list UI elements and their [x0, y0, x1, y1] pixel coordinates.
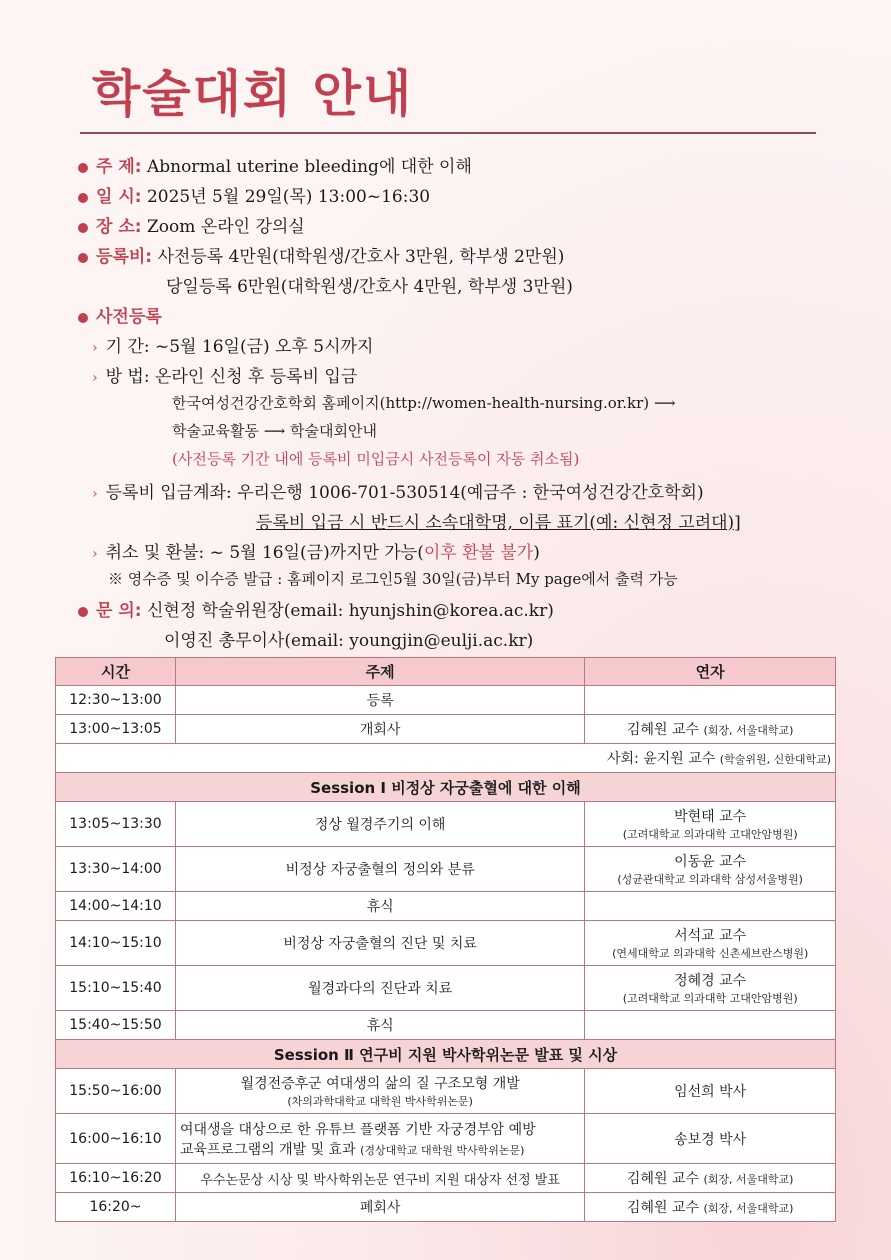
- topic-title: 여대생을 대상으로 한 유튜브 플랫폼 기반 자궁경부암 예방: [179, 1121, 536, 1138]
- time-cell: 14:10~15:10: [56, 921, 176, 966]
- contact-label: 문 의:: [96, 601, 142, 621]
- speaker-cell: [585, 802, 836, 847]
- prereg-label: 사전등록: [96, 307, 162, 327]
- account-note: 등록비 입금 시 반드시 소속대학명, 이름 표기(예: 신현정 고려대)]: [256, 513, 741, 533]
- table-row: [56, 715, 836, 744]
- topic-value: Abnormal uterine bleeding에 대한 이해: [146, 157, 472, 177]
- refund-warning: 이후 환불 불가: [423, 543, 534, 563]
- speaker-name: 이동윤 교수: [674, 854, 747, 870]
- time-cell: 15:10~15:40: [56, 966, 176, 1011]
- bullet-icon: [78, 607, 88, 617]
- period-label: 기 간:: [105, 337, 150, 357]
- bullet-icon: [78, 253, 88, 263]
- topic-cell: 비정상 자궁출혈의 정의와 분류: [175, 847, 584, 892]
- bullet-icon: [78, 313, 88, 323]
- bullet-icon: [78, 223, 88, 233]
- date-row: [78, 182, 430, 207]
- speaker-affiliation: (고려대학교 의과대학 고대안암병원): [622, 828, 798, 841]
- bullet-icon: [78, 163, 88, 173]
- moderator-cell: [56, 744, 836, 773]
- topic-cell: [175, 1114, 584, 1164]
- topic-label: 주 제:: [96, 157, 142, 177]
- speaker-affiliation: (회장, 서울대학교): [703, 1173, 794, 1186]
- table-row: [56, 1011, 836, 1040]
- table-row: [56, 802, 836, 847]
- period-row: [92, 332, 373, 357]
- fee-line1: 사전등록 4만원(대학원생/간호사 3만원, 학부생 2만원): [157, 247, 565, 267]
- speaker-cell: [585, 921, 836, 966]
- chevron-right-icon: ›: [92, 340, 98, 356]
- table-row: [56, 921, 836, 966]
- session-1-title: Session Ⅰ 비정상 자궁출혈에 대한 이해: [56, 773, 836, 802]
- speaker-name: 김혜원 교수: [626, 1200, 699, 1216]
- table-row: [56, 686, 836, 715]
- time-cell: 13:30~14:00: [56, 847, 176, 892]
- fee-label: 등록비:: [96, 247, 153, 267]
- title-divider: [80, 132, 816, 134]
- chevron-right-icon: ›: [92, 370, 98, 386]
- time-cell: 15:50~16:00: [56, 1069, 176, 1114]
- time-cell: 13:05~13:30: [56, 802, 176, 847]
- contact-line1: 신현정 학술위원장(email: hyunjshin@korea.ac.kr): [146, 601, 554, 621]
- topic-cell: 휴식: [175, 892, 584, 921]
- speaker-cell: [585, 715, 836, 744]
- session-row: [56, 1040, 836, 1069]
- arrow-right-icon: ⟶: [653, 394, 676, 412]
- table-row: [56, 966, 836, 1011]
- speaker-cell: [585, 1193, 836, 1222]
- page-title: 학술대회 안내: [92, 65, 414, 123]
- refund-label: 취소 및 환불:: [105, 543, 205, 563]
- speaker-name: 박현태 교수: [674, 809, 747, 825]
- header-time: 시간: [56, 658, 176, 686]
- speaker-cell: [585, 892, 836, 921]
- method-row: [92, 362, 357, 387]
- topic-title: 월경전증후군 여대생의 삶의 질 구조모형 개발: [240, 1076, 520, 1092]
- topic-cell: 정상 월경주기의 이해: [175, 802, 584, 847]
- chevron-right-icon: ›: [92, 546, 98, 562]
- place-label: 장 소:: [96, 217, 142, 237]
- speaker-cell: 임선희 박사: [585, 1069, 836, 1114]
- topic-source: (차의과학대학교 대학원 박사학위논문): [287, 1095, 473, 1108]
- speaker-affiliation: (성균관대학교 의과대학 삼성서울병원): [617, 873, 803, 886]
- receipt-note: ※ 영수증 및 이수증 발급 : 홈페이지 로그인5월 30일(금)부터 My page에서 출력 가능: [108, 570, 678, 588]
- moderator-name: 사회: 윤지원 교수: [607, 751, 716, 767]
- speaker-affiliation: (연세대학교 의과대학 신촌세브란스병원): [612, 947, 809, 960]
- speaker-affiliation: (회장, 서울대학교): [703, 724, 794, 737]
- method-label: 방 법:: [105, 367, 150, 387]
- topic-cell: 개회사: [175, 715, 584, 744]
- table-row: [56, 892, 836, 921]
- topic-cell: 폐회사: [175, 1193, 584, 1222]
- prereg-row: [78, 302, 162, 327]
- date-value: 2025년 5월 29일(목) 13:00~16:30: [146, 187, 431, 207]
- refund-end: ): [533, 543, 540, 563]
- session-row: [56, 773, 836, 802]
- speaker-affiliation: (고려대학교 의과대학 고대안암병원): [622, 992, 798, 1005]
- account-label: 등록비 입금계좌:: [105, 483, 232, 503]
- moderator-affiliation: (학술위원, 신한대학교): [719, 753, 831, 766]
- table-row: [56, 1114, 836, 1164]
- menu-path-2: 학술대회안내: [290, 422, 377, 440]
- refund-value: ~ 5월 16일(금)까지만 가능(: [209, 543, 424, 563]
- topic-row: [78, 152, 472, 177]
- speaker-cell: [585, 686, 836, 715]
- session-2-title: Session Ⅱ 연구비 지원 박사학위논문 발표 및 시상: [56, 1040, 836, 1069]
- header-speaker: 연자: [585, 658, 836, 686]
- speaker-cell: [585, 1011, 836, 1040]
- refund-row: [92, 538, 540, 563]
- table-row: [56, 1164, 836, 1193]
- contact-line2: 이영진 총무이사(email: youngjin@eulji.ac.kr): [164, 631, 534, 651]
- table-row: [56, 1193, 836, 1222]
- topic-cell: [175, 1069, 584, 1114]
- account-row: [92, 478, 704, 503]
- account-value: 우리은행 1006-701-530514(예금주 : 한국여성건강간호학회): [237, 483, 704, 503]
- date-label: 일 시:: [96, 187, 142, 207]
- time-cell: 15:40~15:50: [56, 1011, 176, 1040]
- time-cell: 14:00~14:10: [56, 892, 176, 921]
- arrow-right-icon: ⟶: [263, 422, 286, 440]
- time-cell: 16:20~: [56, 1193, 176, 1222]
- method-detail-2: [172, 420, 377, 441]
- period-value: ~5월 16일(금) 오후 5시까지: [155, 337, 374, 357]
- schedule-table: [55, 657, 836, 1222]
- header-topic: 주제: [175, 658, 584, 686]
- method-detail-1: [172, 392, 675, 413]
- topic-title-2: 교육프로그램의 개발 및 효과: [179, 1141, 356, 1158]
- fee-line2: 당일등록 6만원(대학원생/간호사 4만원, 학부생 3만원): [166, 277, 573, 297]
- place-value: Zoom 온라인 강의실: [146, 217, 305, 237]
- time-cell: 12:30~13:00: [56, 686, 176, 715]
- speaker-cell: 송보경 박사: [585, 1114, 836, 1164]
- table-row: [56, 847, 836, 892]
- bullet-icon: [78, 193, 88, 203]
- homepage-text: 한국여성건강간호학회 홈페이지(http://women-health-nursing.or.kr): [172, 394, 650, 412]
- table-row: [56, 1069, 836, 1114]
- time-cell: 13:00~13:05: [56, 715, 176, 744]
- speaker-name: 김혜원 교수: [626, 1171, 699, 1187]
- moderator-row: [56, 744, 836, 773]
- speaker-name: 정혜경 교수: [674, 973, 747, 989]
- speaker-cell: [585, 847, 836, 892]
- speaker-cell: [585, 966, 836, 1011]
- table-header: [56, 658, 836, 686]
- topic-cell: 비정상 자궁출혈의 진단 및 치료: [175, 921, 584, 966]
- topic-cell: 등록: [175, 686, 584, 715]
- method-warning: (사전등록 기간 내에 등록비 미입금시 사전등록이 자동 취소됨): [172, 450, 580, 468]
- fee-row: [78, 242, 564, 267]
- method-value: 온라인 신청 후 등록비 입금: [155, 367, 358, 387]
- chevron-right-icon: ›: [92, 486, 98, 502]
- time-cell: 16:00~16:10: [56, 1114, 176, 1164]
- topic-cell: 우수논문상 시상 및 박사학위논문 연구비 지원 대상자 선정 발표: [175, 1164, 584, 1193]
- speaker-cell: [585, 1164, 836, 1193]
- topic-cell: 월경과다의 진단과 치료: [175, 966, 584, 1011]
- topic-cell: 휴식: [175, 1011, 584, 1040]
- topic-source: (경상대학교 대학원 박사학위논문): [360, 1143, 525, 1157]
- place-row: [78, 212, 305, 237]
- contact-row: [78, 596, 554, 621]
- menu-path-1: 학술교육활동: [172, 422, 259, 440]
- time-cell: 16:10~16:20: [56, 1164, 176, 1193]
- speaker-name: 서석교 교수: [674, 928, 747, 944]
- speaker-name: 김혜원 교수: [626, 722, 699, 738]
- speaker-affiliation: (회장, 서울대학교): [703, 1202, 794, 1215]
